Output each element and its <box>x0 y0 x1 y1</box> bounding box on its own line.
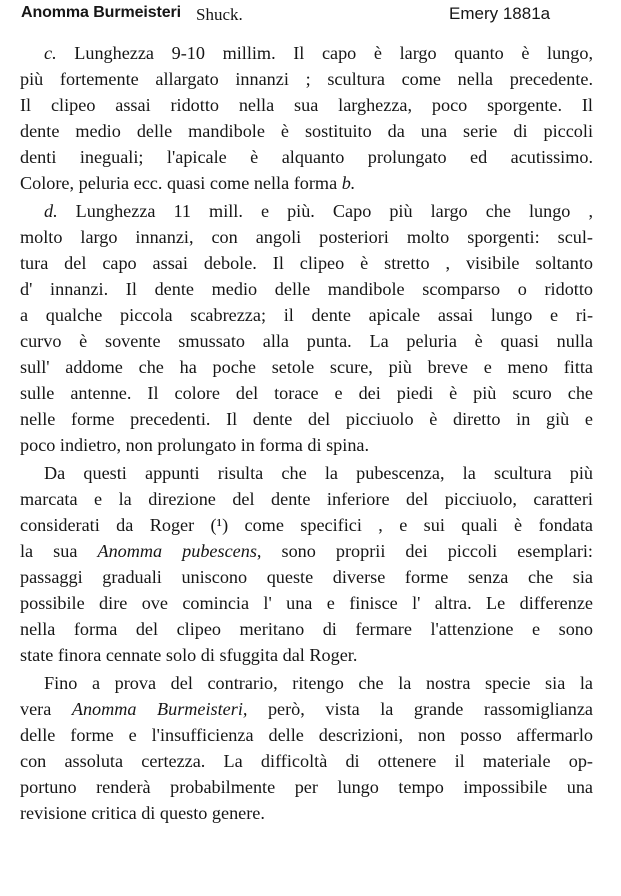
text-line: molto largo innanzi, con angoli posteriori molto sporgenti: scul- <box>20 227 593 247</box>
text-line: portuno renderà probabilmente per lungo tempo impossibile una <box>20 777 593 797</box>
text-line: vera Anomma Burmeisteri, però, vista la grande rassomiglianza <box>20 699 593 719</box>
text-line: considerati da Roger (¹) come specifici , e sui quali è fondata <box>20 515 593 535</box>
text-line: più fortemente allargato innanzi ; scultura come nella precedente. <box>20 69 593 89</box>
text-line: sull' addome che ha poche setole scure, più breve e meno fitta <box>20 357 593 377</box>
text-line: c. Lunghezza 9-10 millim. Il capo è largo quanto è lungo, <box>44 43 593 63</box>
text-line: state finora cennate solo di sfuggita dal Roger. <box>20 645 358 665</box>
text-line: sulle antenne. Il colore del torace e dei piedi è più scuro che <box>20 383 593 403</box>
text-line: tura del capo assai debole. Il clipeo è stretto , visibile soltanto <box>20 253 593 273</box>
text-line: Da questi appunti risulta che la pubescenza, la scultura più <box>44 463 593 483</box>
header-species-name: Anomma Burmeisteri <box>21 4 182 21</box>
text-line: curvo è sovente smussato alla punta. La peluria è quasi nulla <box>20 331 593 351</box>
text-line: d' innanzi. Il dente medio delle mandibole scomparso o ridotto <box>20 279 593 299</box>
text-line: poco indietro, non prolungato in forma di spina. <box>20 435 370 455</box>
text-line: Colore, peluria ecc. quasi come nella forma b. <box>20 173 356 193</box>
text-line: revisione critica di questo genere. <box>20 803 265 823</box>
page-header <box>0 4 621 28</box>
text-line: passaggi graduali uniscono queste diverse forme senza che sia <box>20 567 593 587</box>
text-line: marcata e la direzione del dente inferiore del picciuolo, caratteri <box>20 489 593 509</box>
text-line: possibile dire ove comincia l' una e finisce l' altra. Le differenze <box>20 593 593 613</box>
text-line: Fino a prova del contrario, ritengo che la nostra specie sia la <box>44 673 593 693</box>
text-line: nella forma del clipeo meritano di fermare l'attenzione e sono <box>20 619 593 639</box>
text-line: delle forme e l'insufficienza delle descrizioni, non posso affermarlo <box>20 725 593 745</box>
header-reference: Emery 1881a <box>449 4 551 23</box>
text-line: dente medio delle mandibole è sostituito da una serie di piccoli <box>20 121 593 141</box>
text-line: d. Lunghezza 11 mill. e più. Capo più largo che lungo , <box>44 201 593 221</box>
text-line: a qualche piccola scabrezza; il dente apicale assai lungo e ri- <box>20 305 593 325</box>
text-line: Il clipeo assai ridotto nella sua larghezza, poco sporgente. Il <box>20 95 593 115</box>
text-line: con assoluta certezza. La difficoltà di ottenere il materiale op- <box>20 751 593 771</box>
text-line: denti ineguali; l'apicale è alquanto prolungato ed acutissimo. <box>20 147 593 167</box>
header-author: Shuck. <box>196 5 243 24</box>
text-line: nelle forme precedenti. Il dente del picciuolo è diretto in giù e <box>20 409 593 429</box>
text-line: la sua Anomma pubescens, sono proprii dei piccoli esemplari: <box>20 541 593 561</box>
